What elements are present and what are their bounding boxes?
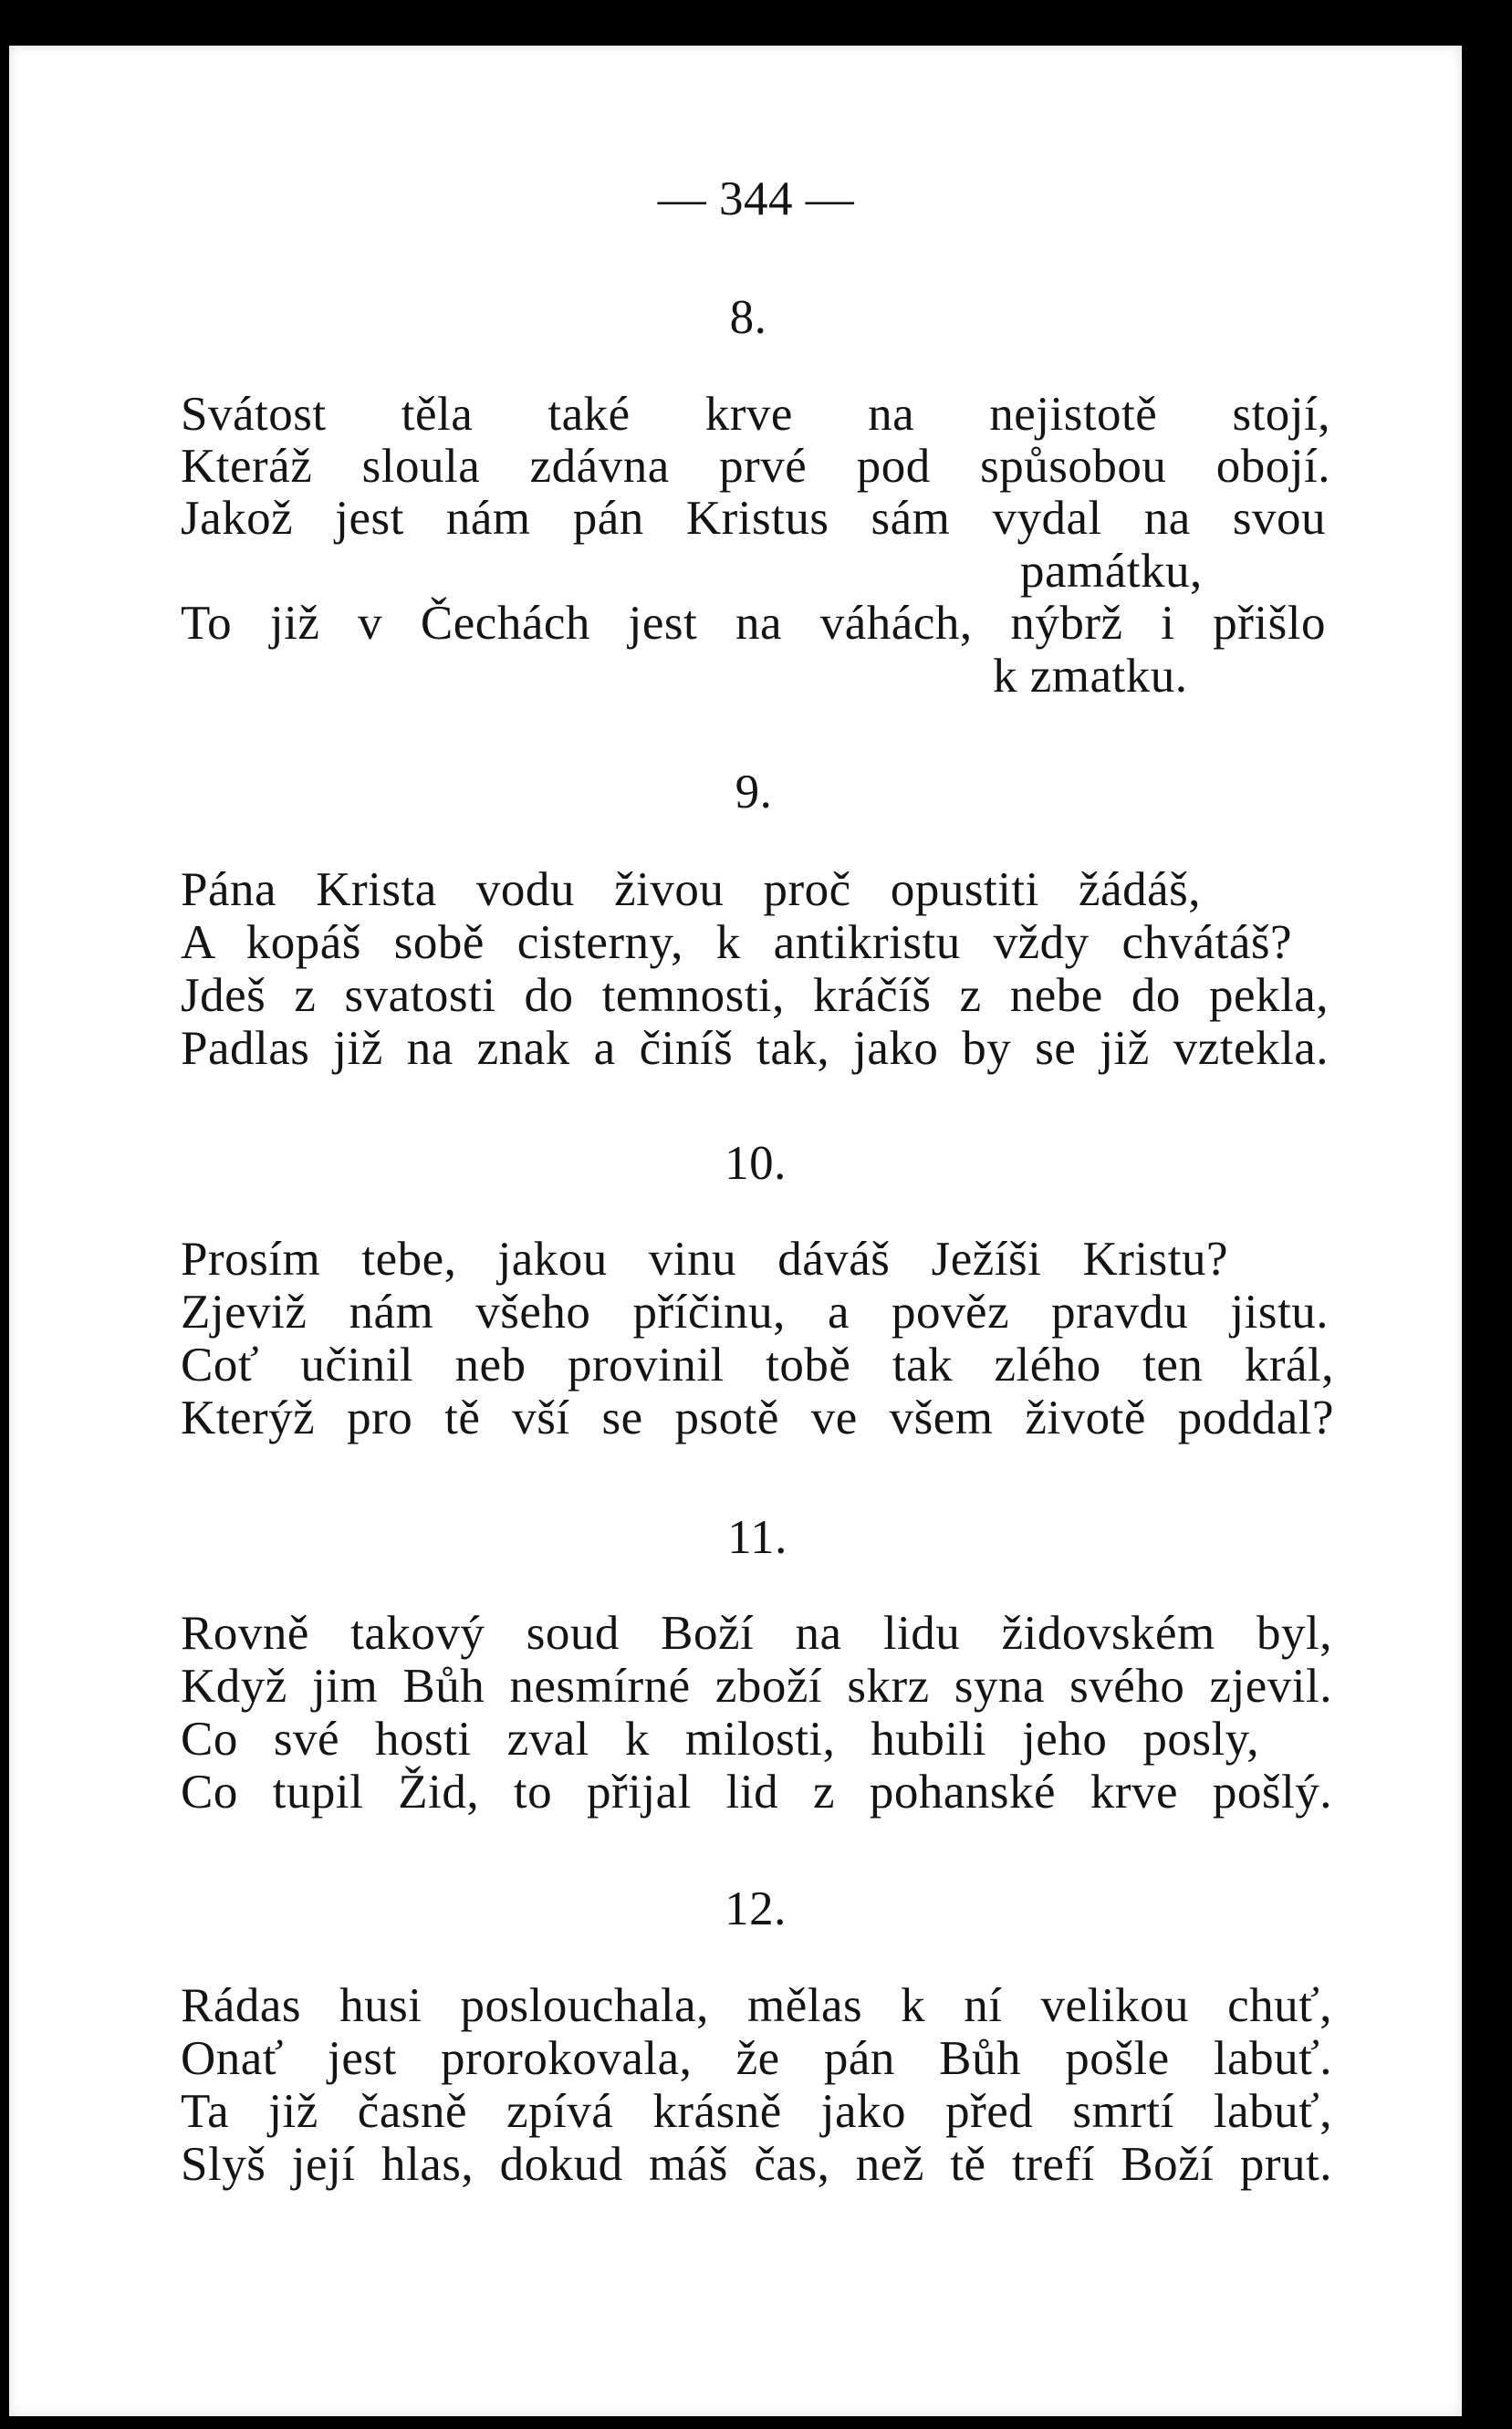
verse-line-continuation: k zmatku.	[993, 650, 1188, 703]
page-number: — 344 —	[657, 172, 855, 225]
scan-edge	[1462, 0, 1512, 2429]
stanza-number: 10.	[725, 1137, 787, 1190]
verse-line: Kterýž pro tě vší se psotě ve všem životě poddal?	[181, 1392, 1334, 1444]
verse-line: Ta již časně zpívá krásně jako před smrtí labuť,	[181, 2085, 1332, 2138]
stanza-number: 12.	[725, 1882, 787, 1935]
verse-line: Slyš její hlas, dokud máš čas, než tě trefí Boží prut.	[181, 2138, 1332, 2191]
verse-line: Padlas již na znak a činíš tak, jako by se již vztekla.	[181, 1022, 1329, 1075]
verse-line: Pána Krista vodu živou proč opustiti žádáš,	[181, 863, 1201, 916]
stanza-number: 8.	[729, 291, 767, 344]
stanza-number: 9.	[735, 766, 773, 818]
verse-line: Rovně takový soud Boží na lidu židovském byl,	[181, 1607, 1332, 1660]
verse-line: Svátost těla také krve na nejistotě stojí,	[181, 388, 1330, 441]
verse-line: Coť učinil neb provinil tobě tak zlého ten král,	[181, 1339, 1334, 1392]
verse-line: Prosím tebe, jakou vinu dáváš Ježíši Kristu?	[181, 1233, 1228, 1286]
verse-line: Jakož jest nám pán Kristus sám vydal na svou	[181, 492, 1326, 545]
verse-line: Zjeviž nám všeho příčinu, a pověz pravdu jistu.	[181, 1286, 1329, 1339]
verse-line: Co tupil Žid, to přijal lid z pohanské krve pošlý.	[181, 1766, 1332, 1819]
verse-line: A kopáš sobě cisterny, k antikristu vždy chvátáš?	[181, 916, 1292, 969]
verse-line: Jdeš z svatosti do temnosti, kráčíš z nebe do pekla,	[181, 969, 1329, 1022]
verse-line: Rádas husi poslouchala, mělas k ní velikou chuť,	[181, 1979, 1332, 2032]
verse-line: Co své hosti zval k milosti, hubili jeho posly,	[181, 1713, 1259, 1766]
verse-line: Onať jest prorokovala, že pán Bůh pošle labuť.	[181, 2032, 1332, 2085]
verse-line-continuation: památku,	[1020, 545, 1203, 598]
verse-line: To již v Čechách jest na váhách, nýbrž i přišlo	[181, 597, 1326, 650]
verse-line: Když jim Bůh nesmírné zboží skrz syna svého zjevil.	[181, 1660, 1332, 1713]
verse-line: Kteráž sloula zdávna prvé pod spůsobou obojí.	[181, 440, 1330, 493]
stanza-number: 11.	[727, 1511, 787, 1564]
